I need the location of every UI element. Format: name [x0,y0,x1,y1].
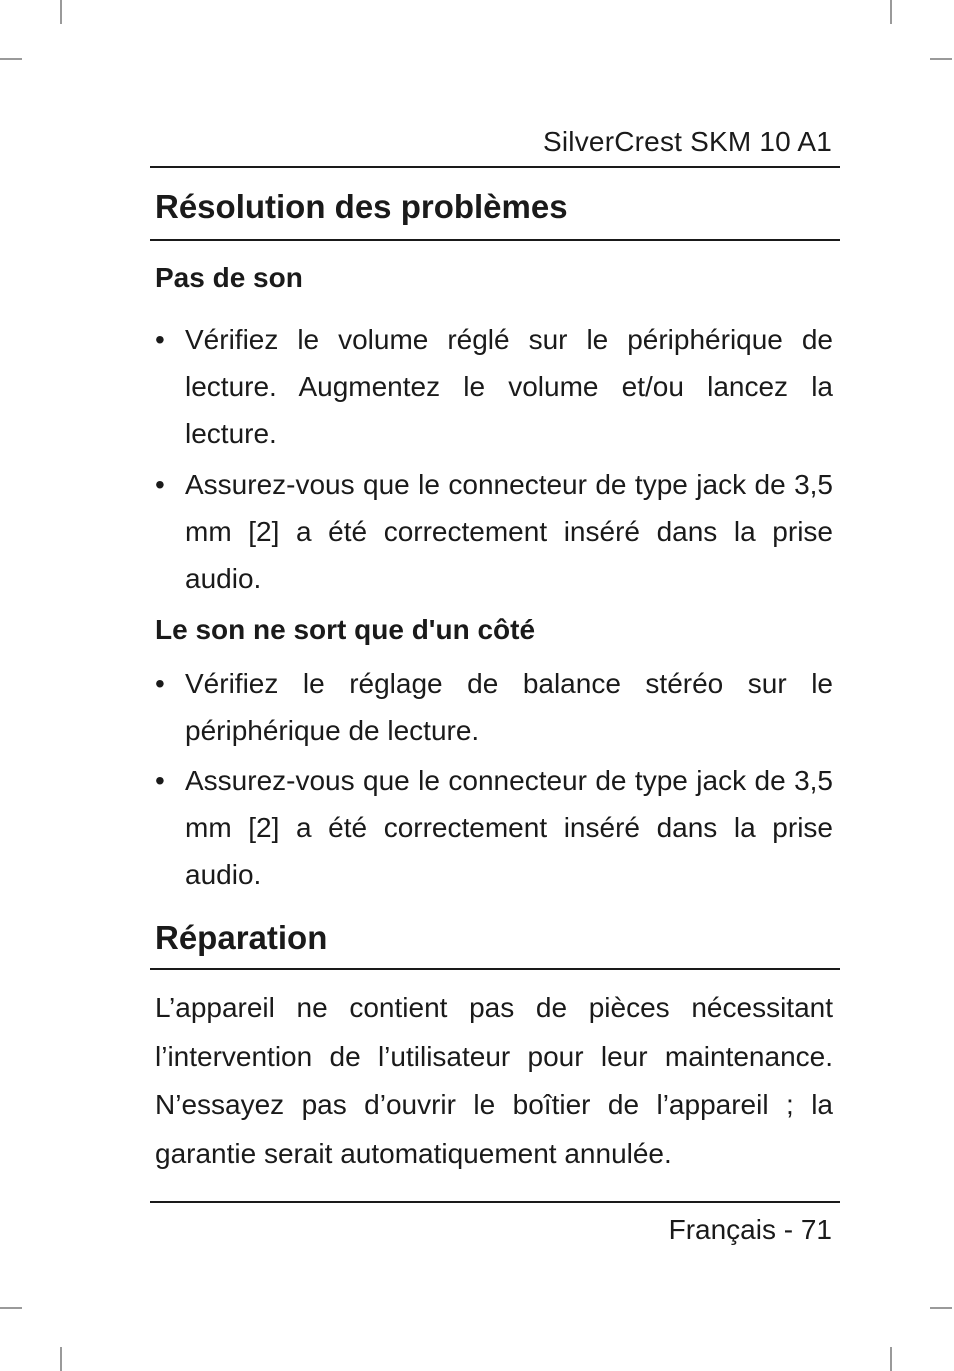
page-number: Français - 71 [668,1214,832,1245]
crop-mark [60,0,62,24]
bullet-icon: • [155,765,165,796]
crop-mark [0,1307,22,1309]
crop-mark [60,1347,62,1371]
bullet-icon: • [155,324,165,355]
bullet-icon: • [155,469,165,500]
crop-mark [890,1347,892,1371]
footer-rule [150,1201,840,1203]
section-rule [150,239,840,241]
crop-mark [930,58,952,60]
list-item: • Vérifiez le volume réglé sur le périphérique de lecture. Augmentez le volume et/ou lancez la lecture. [155,316,833,457]
section-title-repair: Réparation [155,919,328,956]
list-item: • Assurez-vous que le connecteur de type jack de 3,5 mm [2] a été correctement inséré dans la prise audio. [155,461,833,602]
list-item: • Assurez-vous que le connecteur de type jack de 3,5 mm [2] a été correctement inséré dans la prise audio. [155,757,833,898]
section-title-troubleshooting: Résolution des problèmes [155,188,568,225]
subsection-title-one-side: Le son ne sort que d'un côté [155,614,536,645]
subsection-title-no-sound: Pas de son [155,262,303,293]
bullet-icon: • [155,668,165,699]
running-header: SilverCrest SKM 10 A1 [543,126,832,157]
crop-mark [0,58,22,60]
crop-mark [890,0,892,24]
header-rule [150,166,840,168]
repair-paragraph: L’appareil ne contient pas de pièces nécessitant l’intervention de l’utilisateur pour leur maintenance. N’essayez pas d’ouvrir le boîtier de l’appareil ; la garantie serait automatiquement annulée. [155,992,833,1169]
crop-mark [930,1307,952,1309]
list-item: • Vérifiez le réglage de balance stéréo sur le périphérique de lecture. [155,660,833,754]
section-rule [150,968,840,970]
